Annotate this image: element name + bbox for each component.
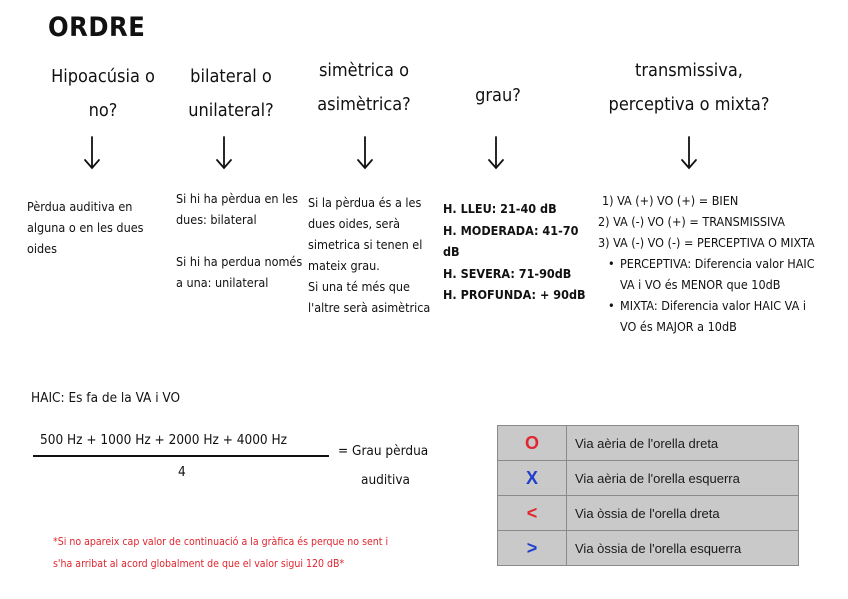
answer-line: mateix grau. xyxy=(308,258,380,273)
legend-symbol: > xyxy=(498,531,567,566)
legend-symbol: O xyxy=(498,426,567,461)
bullet-line: VA i VO és MENOR que 10dB xyxy=(620,277,781,292)
question-line: transmissiva, xyxy=(635,60,743,81)
grau-line: H. MODERADA: 41-70 dB xyxy=(443,222,579,259)
question-grau xyxy=(455,79,541,113)
arrow-down-icon xyxy=(486,135,506,171)
formula-result-cont: auditiva xyxy=(361,472,410,488)
question-simetrica xyxy=(304,54,424,122)
answer-grau xyxy=(443,198,593,306)
legend-label: Via òssia de l'orella dreta xyxy=(567,496,799,531)
answer-line: dues: bilateral xyxy=(176,212,257,227)
answer-tipus xyxy=(598,190,828,337)
answer-line: dues oides, serà xyxy=(308,216,400,231)
grau-line: H. PROFUNDA: + 90dB xyxy=(443,287,586,302)
question-line: grau? xyxy=(475,85,521,106)
answer-bilateral xyxy=(176,188,306,293)
formula-result: = Grau pèrdua xyxy=(338,443,429,459)
footnote-line: s'ha arribat al acord globalment de que el valor sigui 120 dB* xyxy=(53,558,345,570)
bullet-line: • MIXTA: Diferencia valor HAIC VA i xyxy=(620,298,806,313)
bullet-line: • PERCEPTIVA: Diferencia valor HAIC xyxy=(620,256,815,271)
answer-line: 2) VA (-) VO (+) = TRANSMISSIVA xyxy=(598,214,785,229)
answer-line: 3) VA (-) VO (-) = PERCEPTIVA O MIXTA xyxy=(598,235,815,250)
footnote-line: *Si no apareix cap valor de continuació a la gràfica és perque no sent i xyxy=(53,536,389,548)
fraction-line xyxy=(33,455,329,457)
legend-label: Via òssia de l'orella esquerra xyxy=(567,531,799,566)
legend-row xyxy=(498,461,799,496)
answer-line: Si hi ha pèrdua en les xyxy=(176,191,298,206)
answer-line: Si una té més que xyxy=(308,279,410,294)
page-title: ORDRE xyxy=(48,12,146,43)
question-line: unilateral? xyxy=(188,100,274,121)
legend-row xyxy=(498,496,799,531)
answer-line: Si hi ha perdua només xyxy=(176,254,303,269)
arrow-down-icon xyxy=(82,135,102,171)
answer-line: l'altre serà asimètrica xyxy=(308,300,431,315)
answer-line: a una: unilateral xyxy=(176,275,269,290)
arrow-down-icon xyxy=(679,135,699,171)
footnote xyxy=(53,531,388,575)
answer-line: alguna o en les dues xyxy=(27,220,144,235)
answer-line: simetrica si tenen el xyxy=(308,237,423,252)
answer-line: Si la pèrdua és a les xyxy=(308,195,422,210)
question-tipus xyxy=(596,54,782,122)
bullet-line: VO és MAJOR a 10dB xyxy=(620,319,737,334)
legend-row xyxy=(498,531,799,566)
formula-numerator: 500 Hz + 1000 Hz + 2000 Hz + 4000 Hz xyxy=(40,432,288,448)
arrow-down-icon xyxy=(214,135,234,171)
legend-label: Via aèria de l'orella esquerra xyxy=(567,461,799,496)
haic-title: HAIC: Es fa de la VA i VO xyxy=(31,390,181,406)
audiogram-legend-table xyxy=(497,425,799,566)
legend-row xyxy=(498,426,799,461)
answer-line: 1) VA (+) VO (+) = BIEN xyxy=(602,193,739,208)
question-hipoacusia xyxy=(38,60,168,128)
formula-denominator: 4 xyxy=(178,464,186,480)
bullet-perceptiva xyxy=(598,253,828,295)
legend-symbol: X xyxy=(498,461,567,496)
question-line: Hipoacúsia o xyxy=(51,66,155,87)
answer-line: oides xyxy=(27,241,57,256)
bullet-list xyxy=(598,253,828,337)
legend-label: Via aèria de l'orella dreta xyxy=(567,426,799,461)
question-line: perceptiva o mixta? xyxy=(608,94,770,115)
bullet-mixta xyxy=(598,295,828,337)
arrow-down-icon xyxy=(355,135,375,171)
legend-symbol: < xyxy=(498,496,567,531)
question-line: simètrica o xyxy=(318,60,410,81)
grau-line: H. LLEU: 21-40 dB xyxy=(443,201,557,216)
question-line: no? xyxy=(88,100,118,121)
question-line: bilateral o xyxy=(190,66,272,87)
answer-simetrica xyxy=(308,192,440,318)
answer-hipoacusia xyxy=(27,196,167,259)
answer-line: Pèrdua auditiva en xyxy=(27,199,133,214)
grau-line: H. SEVERA: 71-90dB xyxy=(443,265,572,281)
question-bilateral xyxy=(172,60,290,128)
question-line: asimètrica? xyxy=(317,94,411,115)
answer-spacer xyxy=(176,230,306,251)
